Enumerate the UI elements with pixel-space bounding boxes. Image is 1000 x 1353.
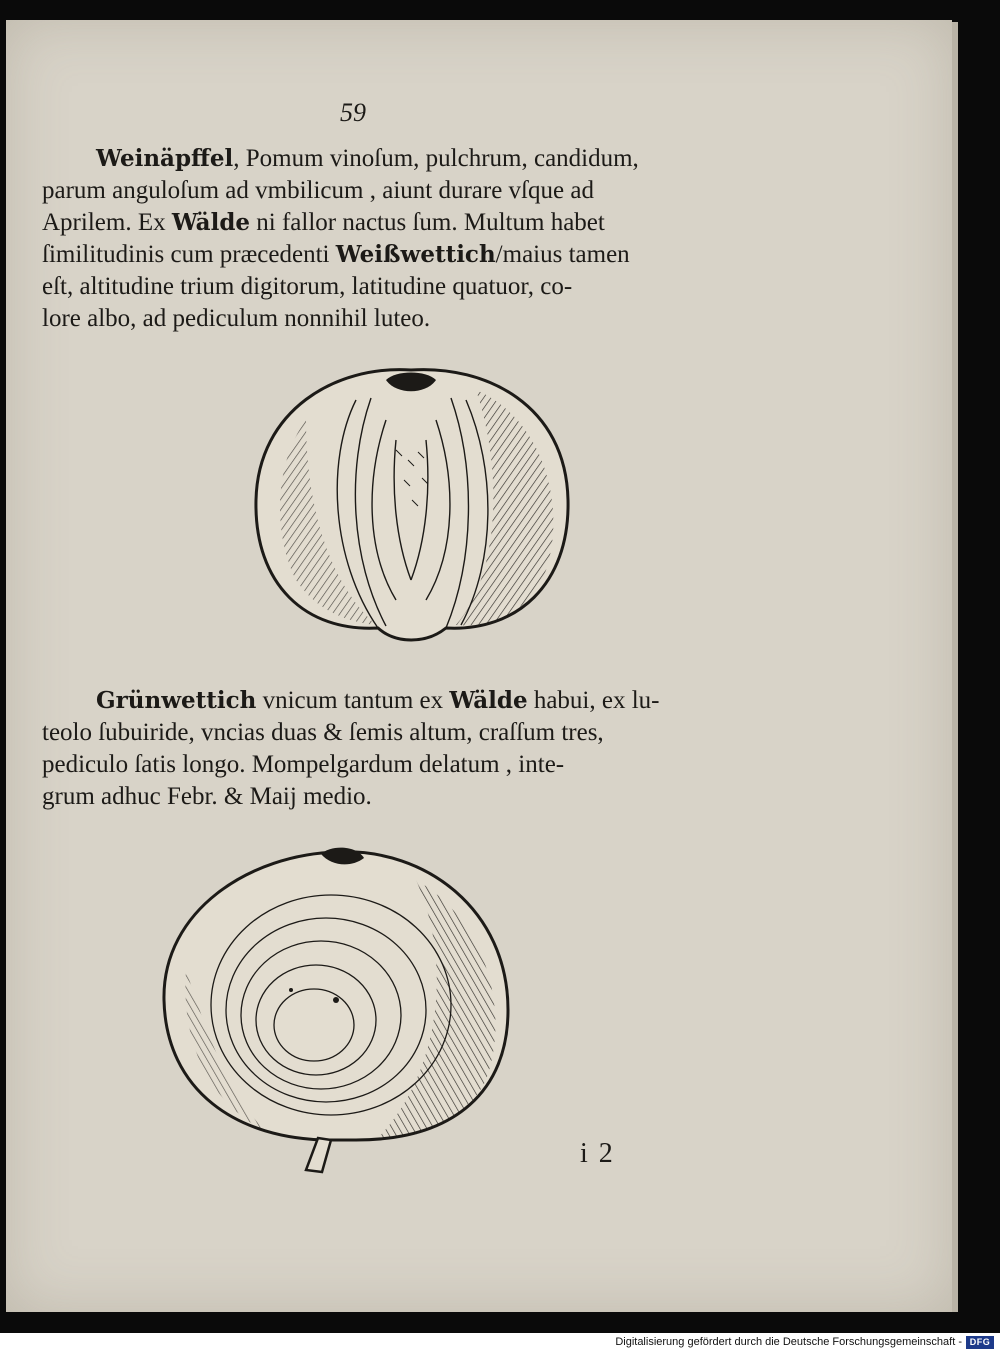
text-line: Aprilem. Ex Wälde ni fallor nactus ſum. Multum habet bbox=[42, 209, 605, 236]
text-line: teolo ſubuiride, vncias duas & ſemis altum, craſſum tres, bbox=[42, 719, 604, 746]
apple-woodcut-illustration bbox=[156, 840, 521, 1175]
text-line: Grünwettich vnicum tantum ex Wälde habui, ex lu- bbox=[96, 687, 660, 714]
text-line: grum adhuc Febr. & Maij medio. bbox=[42, 783, 372, 810]
text-line: pediculo ſatis longo. Mompelgardum delatum , inte- bbox=[42, 751, 565, 778]
page-edge bbox=[952, 22, 958, 1312]
variety-name: Weißwettich bbox=[335, 241, 496, 268]
text-block-grunwettich bbox=[42, 685, 702, 813]
apple-woodcut-illustration bbox=[246, 360, 576, 645]
text-line: lore albo, ad pediculum nonnihil luteo. bbox=[42, 305, 431, 332]
place-name: Wälde bbox=[171, 209, 251, 236]
variety-name: Weinäpffel bbox=[96, 145, 234, 172]
variety-name: Grünwettich bbox=[96, 687, 257, 714]
dfg-logo: DFG bbox=[966, 1336, 994, 1349]
text-line: ſimilitudinis cum præcedenti Weißwettich/maius tamen bbox=[42, 241, 630, 268]
text-line: parum anguloſum ad vmbilicum , aiunt durare vſque ad bbox=[42, 177, 594, 204]
signature-mark: i 2 bbox=[580, 1138, 615, 1169]
page-number: 59 bbox=[340, 98, 366, 127]
place-name: Wälde bbox=[449, 687, 528, 714]
book-page bbox=[6, 20, 952, 1312]
text-line: eſt, altitudine trium digitorum, latitudine quatuor, co- bbox=[42, 273, 573, 300]
digitization-credit: Digitalisierung gefördert durch die Deutsche Forschungsgemeinschaft - bbox=[615, 1336, 962, 1348]
text-line: Weinäpffel, Pomum vinoſum, pulchrum, candidum, bbox=[96, 145, 639, 172]
footer-bar bbox=[0, 1333, 1000, 1353]
text-block-weinapffel bbox=[42, 143, 702, 335]
